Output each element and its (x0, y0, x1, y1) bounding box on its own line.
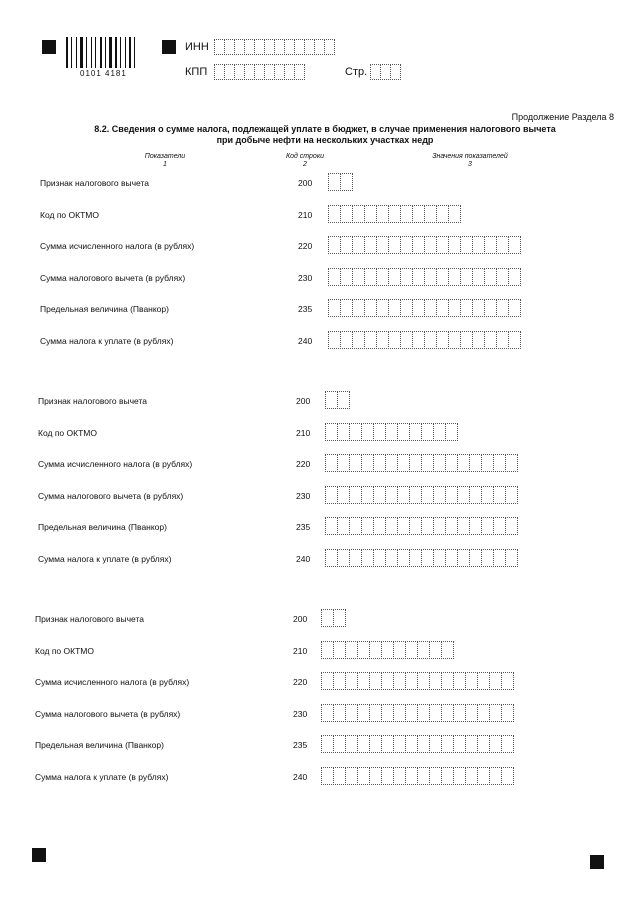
row-label: Сумма налогового вычета (в рублях) (35, 708, 181, 719)
barcode-bar (71, 37, 72, 68)
corner-marker-bottom-right (590, 855, 604, 869)
barcode-bar (93, 37, 94, 68)
corner-marker-bottom-left (32, 848, 46, 862)
section-title-line1: 8.2. Сведения о сумме налога, подлежащей уплате в бюджет, в случае применения налогового вычета (94, 124, 556, 134)
kpp-label: КПП (185, 66, 208, 78)
row-value-field[interactable] (321, 672, 513, 690)
barcode-bar (122, 37, 124, 68)
input-cell[interactable] (501, 767, 514, 785)
input-cell[interactable] (505, 549, 518, 567)
barcode-bar (95, 37, 96, 68)
kpp-field[interactable] (214, 64, 304, 80)
input-cell[interactable] (508, 299, 521, 317)
inn-label: ИНН (185, 41, 209, 53)
barcode-bar (127, 37, 128, 68)
row-code: 210 (293, 645, 308, 656)
row-label: Признак налогового вычета (38, 396, 148, 406)
row-code: 210 (296, 427, 311, 438)
barcode-bar (91, 37, 92, 68)
input-cell[interactable] (501, 672, 514, 690)
row-code: 220 (296, 459, 311, 470)
row-code: 230 (293, 708, 308, 719)
page-number-field[interactable] (370, 64, 400, 80)
row-code: 220 (298, 241, 313, 252)
section-title-line2: при добыче нефти на нескольких участках недр (216, 135, 434, 145)
column-header-code-name: Код строки (285, 153, 325, 160)
row-code: 230 (296, 490, 311, 501)
column-header-code-num: 2 (303, 161, 307, 168)
row-label: Сумма налогового вычета (в рублях) (38, 490, 184, 501)
row-label: Сумма налога к уплате (в рублях) (35, 772, 169, 782)
barcode-bar (76, 37, 77, 68)
barcode-bar (129, 37, 131, 68)
row-code: 240 (293, 772, 308, 782)
row-value-field[interactable] (328, 299, 520, 317)
row-value-field[interactable] (328, 205, 460, 223)
row-code: 210 (298, 209, 313, 220)
input-cell[interactable] (390, 64, 401, 80)
input-cell[interactable] (505, 454, 518, 472)
row-code: 200 (296, 396, 311, 406)
row-label: Сумма исчисленного налога (в рублях) (38, 459, 193, 470)
barcode-bar (134, 37, 135, 68)
row-label: Код по ОКТМО (35, 645, 94, 656)
input-cell[interactable] (508, 236, 521, 254)
barcode-bar (66, 37, 68, 68)
input-cell[interactable] (501, 704, 514, 722)
row-label: Предельная величина (Пванкор) (38, 522, 167, 533)
input-cell[interactable] (508, 331, 521, 349)
row-code: 235 (296, 522, 311, 533)
row-value-field[interactable] (321, 609, 345, 627)
corner-marker-top-left (42, 40, 56, 54)
input-cell[interactable] (294, 64, 305, 80)
inn-field[interactable] (214, 39, 334, 55)
corner-marker-top-right (162, 40, 176, 54)
row-label: Признак налогового вычета (35, 614, 145, 624)
input-cell[interactable] (445, 423, 458, 441)
row-code: 235 (298, 304, 313, 315)
row-value-field[interactable] (321, 704, 513, 722)
section-continuation: Продолжение Раздела 8 (511, 112, 614, 122)
row-code: 200 (298, 178, 313, 188)
row-label: Код по ОКТМО (38, 427, 97, 438)
input-cell[interactable] (501, 735, 514, 753)
row-value-field[interactable] (328, 173, 352, 191)
row-value-field[interactable] (325, 423, 457, 441)
barcode-bar (115, 37, 117, 68)
barcode-bar (69, 37, 70, 68)
row-value-field[interactable] (325, 486, 517, 504)
row-value-field[interactable] (325, 517, 517, 535)
column-header-indicators-name: Показатели (144, 153, 186, 160)
row-value-field[interactable] (325, 549, 517, 567)
column-header-indicators-num: 1 (163, 161, 167, 168)
row-code: 230 (298, 272, 313, 283)
input-cell[interactable] (324, 39, 335, 55)
row-label: Код по ОКТМО (40, 209, 99, 220)
barcode-bar (118, 37, 119, 68)
row-label: Признак налогового вычета (40, 178, 150, 188)
row-value-field[interactable] (321, 735, 513, 753)
barcode-bar (120, 37, 121, 68)
row-code: 220 (293, 677, 308, 688)
barcode-bar (103, 37, 104, 68)
row-code: 200 (293, 614, 308, 624)
barcode-bar (80, 37, 83, 68)
input-cell[interactable] (505, 486, 518, 504)
barcode-bar (125, 37, 126, 68)
input-cell[interactable] (441, 641, 454, 659)
row-value-field[interactable] (328, 331, 520, 349)
row-value-field[interactable] (321, 767, 513, 785)
input-cell[interactable] (448, 205, 461, 223)
row-code: 240 (298, 336, 313, 346)
row-label: Сумма налога к уплате (в рублях) (40, 336, 174, 346)
row-code: 240 (296, 554, 311, 564)
row-label: Предельная величина (Пванкор) (40, 304, 169, 315)
row-label: Сумма исчисленного налога (в рублях) (35, 677, 190, 688)
barcode-bar (107, 37, 108, 68)
barcode-bar (73, 37, 75, 68)
barcode-bar (105, 37, 106, 68)
row-value-field[interactable] (328, 268, 520, 286)
column-header-values-name: Значения показателей (432, 153, 508, 160)
column-header-values (420, 153, 520, 169)
barcode (66, 37, 156, 68)
barcode-bar (86, 37, 87, 68)
section-title (60, 124, 590, 146)
row-value-field[interactable] (321, 641, 453, 659)
column-header-values-num: 3 (468, 161, 472, 168)
input-cell[interactable] (340, 173, 353, 191)
barcode-bar (113, 37, 114, 68)
barcode-bar (100, 37, 102, 68)
row-label: Сумма налогового вычета (в рублях) (40, 272, 186, 283)
input-cell[interactable] (505, 517, 518, 535)
input-cell[interactable] (337, 391, 350, 409)
barcode-bar (136, 37, 139, 68)
barcode-bar (109, 37, 112, 68)
barcode-number: 0101 4181 (80, 69, 127, 78)
column-header-indicators (130, 153, 200, 169)
barcode-bar (97, 37, 99, 68)
row-value-field[interactable] (328, 236, 520, 254)
input-cell[interactable] (333, 609, 346, 627)
row-value-field[interactable] (325, 454, 517, 472)
row-label: Сумма налога к уплате (в рублях) (38, 554, 172, 564)
row-value-field[interactable] (325, 391, 349, 409)
barcode-bar (132, 37, 133, 68)
barcode-bar (78, 37, 79, 68)
barcode-bar (84, 37, 85, 68)
row-label: Сумма исчисленного налога (в рублях) (40, 241, 195, 252)
row-code: 235 (293, 740, 308, 751)
barcode-bar (88, 37, 90, 68)
page-label: Стр. (345, 66, 368, 78)
row-label: Предельная величина (Пванкор) (35, 740, 164, 751)
input-cell[interactable] (508, 268, 521, 286)
column-header-code (275, 153, 335, 169)
